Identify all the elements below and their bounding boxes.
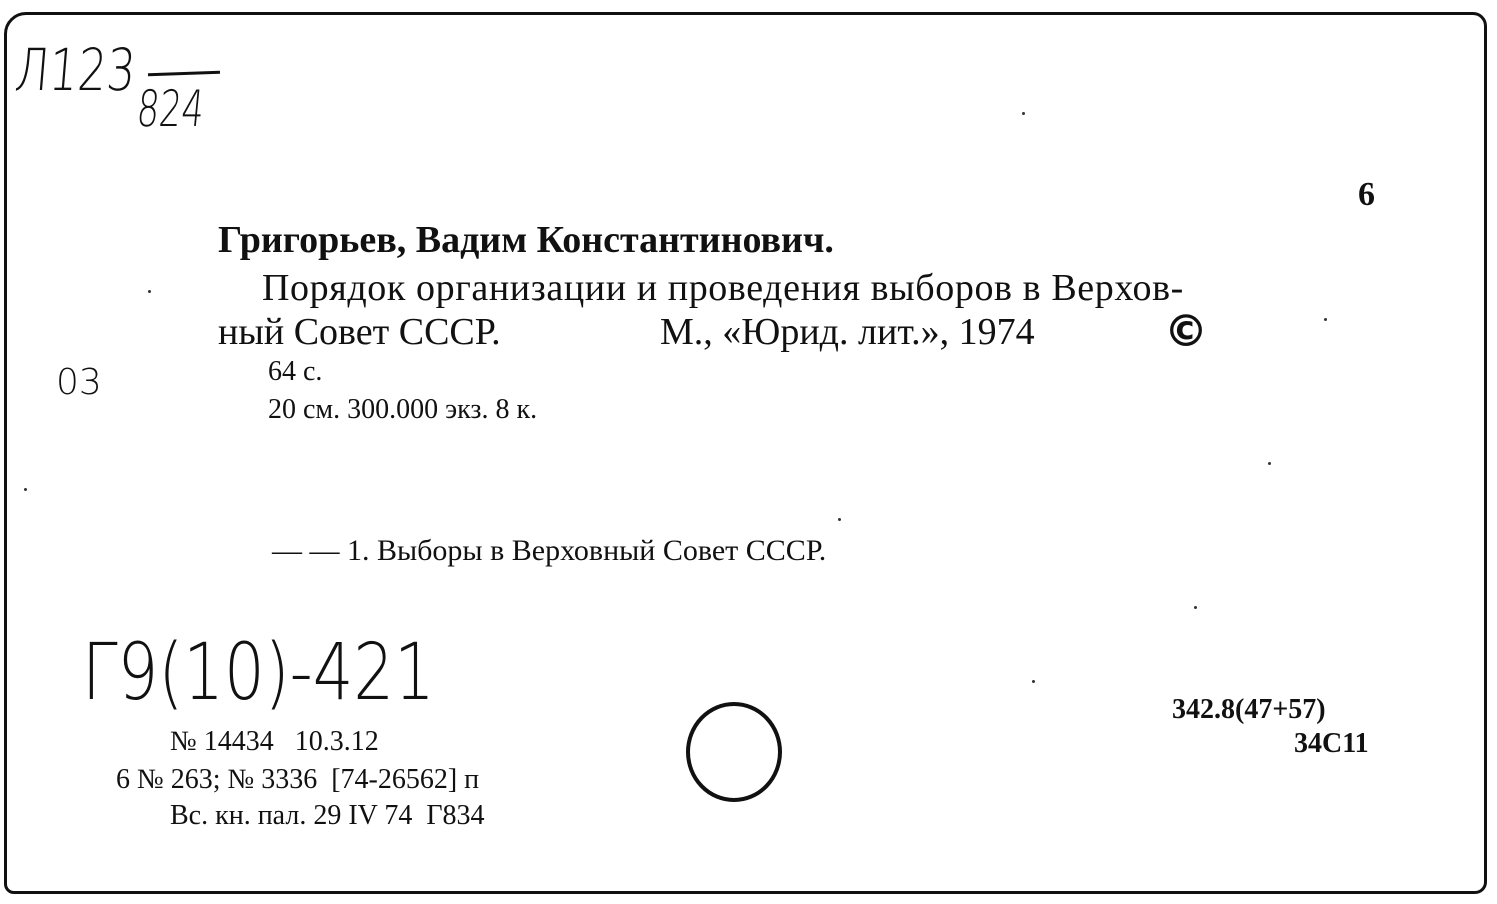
subject-heading: — — 1. Выборы в Верховный Совет СССР. [272,534,827,567]
handwritten-margin-note: 03 [56,362,102,403]
scan-speck [1032,680,1035,683]
corner-number: 6 [1358,176,1375,213]
scan-speck [24,488,27,491]
imprint: М., «Юрид. лит.», 1974 [660,311,1035,353]
scan-speck [1194,606,1197,609]
scan-speck [148,290,151,293]
copyright-icon: © [1164,306,1208,357]
title-line-1: Порядок организации и проведения выборов в Верхов- [262,267,1184,309]
scan-speck [1022,112,1025,115]
punch-hole-icon [682,698,788,808]
registry-line: 6 № 263; № 3336 [74-26562] п [116,764,480,795]
scan-speck [1268,462,1271,465]
scan-speck [1324,318,1327,321]
author-heading: Григорьев, Вадим Константинович. [218,219,834,261]
catalog-number: № 14434 10.3.12 [170,726,379,757]
scan-speck [838,518,841,521]
pages: 64 с. [268,356,323,387]
handwritten-shelf-mark: Л123 [12,36,139,104]
handwritten-classification: Г9(10)-421 [82,628,435,718]
udc-code: 342.8(47+57) [1172,694,1326,725]
handwritten-shelf-sub: 824 [134,80,207,138]
book-chamber-line: Вс. кн. пал. 29 IV 74 Г834 [170,800,485,831]
bbk-code: 34С11 [1294,728,1369,759]
title-line-2: ный Совет СССР. [218,311,501,353]
physical-details: 20 см. 300.000 экз. 8 к. [268,394,538,425]
